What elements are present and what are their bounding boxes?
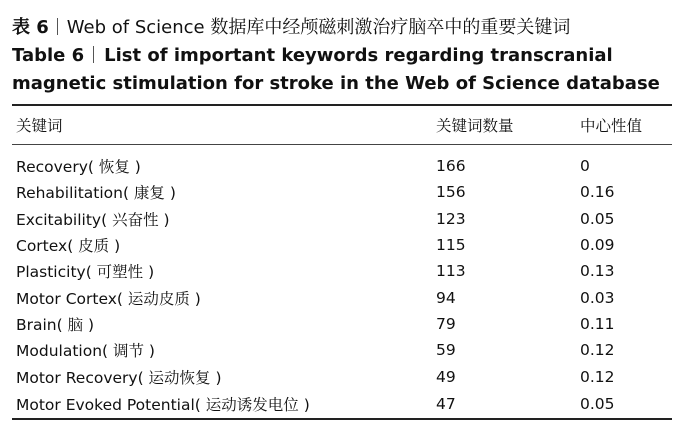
table-row (12, 363, 672, 389)
cell-keyword: Cortex( 皮质 ) (16, 237, 121, 256)
document (12, 16, 672, 420)
cell-count: 166 (436, 157, 466, 176)
cell-centrality: 0.12 (580, 367, 615, 386)
table-row (12, 311, 672, 337)
cell-keyword: Motor Evoked Potential( 运动诱发电位 ) (12, 390, 436, 419)
caption-separator (57, 18, 58, 35)
cell-centrality: 0.03 (580, 288, 615, 307)
cell-count: 94 (436, 288, 456, 307)
cell-count: 115 (436, 236, 466, 255)
caption-separator (93, 46, 94, 63)
keywords-table (12, 104, 672, 420)
cell-centrality: 0.05 (580, 390, 672, 419)
cell-count: 156 (436, 183, 466, 202)
table-row (12, 206, 672, 232)
table-row (12, 258, 672, 284)
table-row (12, 284, 672, 310)
cell-keyword: Brain( 脑 ) (16, 315, 95, 334)
table-row (12, 232, 672, 258)
cell-count: 123 (436, 209, 466, 228)
cell-keyword: Modulation( 调节 ) (16, 342, 155, 361)
caption-english (12, 42, 672, 98)
caption-en-title: List of important keywords regarding transcranial magnetic stimulation for stroke in the Web of Science database (12, 45, 660, 94)
cell-keyword: Motor Recovery( 运动恢复 ) (16, 368, 222, 387)
header-count: 关键词数量 (436, 105, 580, 145)
cell-count: 47 (436, 390, 580, 419)
table-row (12, 179, 672, 205)
cell-count: 59 (436, 341, 456, 360)
cell-keyword: Plasticity( 可塑性 ) (16, 263, 155, 282)
table-row (12, 337, 672, 363)
table-header-row (12, 105, 672, 145)
caption-en-label: Table 6 (12, 45, 85, 66)
cell-keyword: Rehabilitation( 康复 ) (16, 184, 176, 203)
table-row (12, 145, 672, 180)
cell-centrality: 0.12 (580, 341, 615, 360)
header-keyword: 关键词 (12, 105, 436, 145)
cell-centrality: 0 (580, 157, 590, 176)
table-row (12, 390, 672, 419)
cell-centrality: 0.16 (580, 183, 615, 202)
cell-centrality: 0.09 (580, 236, 615, 255)
cell-centrality: 0.11 (580, 314, 615, 333)
cell-keyword: Recovery( 恢复 ) (16, 158, 141, 177)
cell-count: 113 (436, 262, 466, 281)
cell-keyword: Motor Cortex( 运动皮质 ) (16, 289, 201, 308)
cell-centrality: 0.13 (580, 262, 615, 281)
cell-keyword: Excitability( 兴奋性 ) (16, 210, 170, 229)
header-centrality: 中心性值 (580, 105, 672, 145)
caption-cn-title: Web of Science 数据库中经颅磁刺激治疗脑卒中的重要关键词 (66, 17, 571, 38)
cell-count: 49 (436, 367, 456, 386)
cell-centrality: 0.05 (580, 209, 615, 228)
caption-chinese (12, 16, 672, 40)
cell-count: 79 (436, 314, 456, 333)
caption-cn-label: 表 6 (12, 17, 49, 38)
